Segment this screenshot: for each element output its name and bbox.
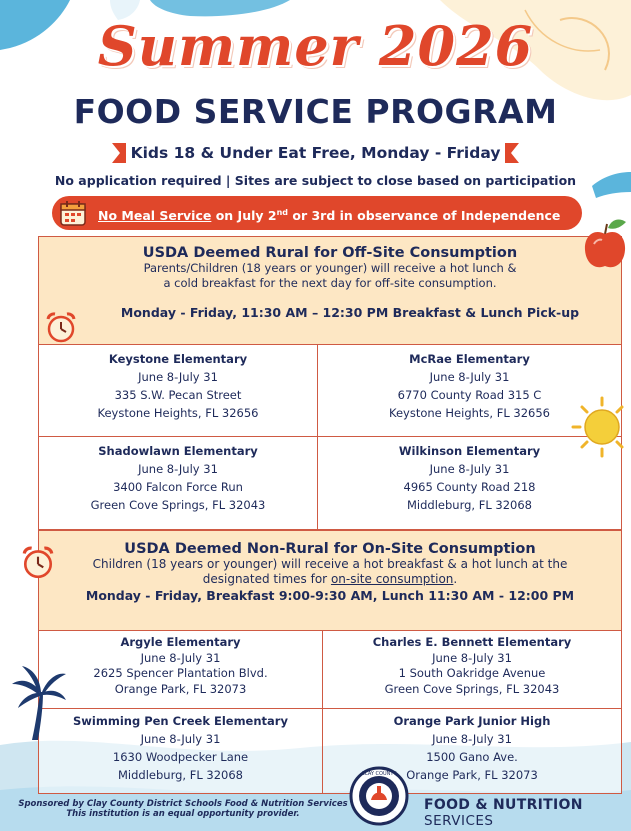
sun-icon <box>568 394 628 460</box>
site-address: 3400 Falcon Force Run <box>113 480 243 494</box>
site-card <box>39 712 322 784</box>
site-name: Swimming Pen Creek Elementary <box>73 714 288 728</box>
title-script: Summer 2026 <box>97 14 534 78</box>
equal-opportunity-text: This institution is an equal opportunity provider. <box>66 809 300 819</box>
brand-line2: SERVICES <box>424 813 494 829</box>
site-address: 1630 Woodpecker Lane <box>112 750 249 764</box>
site-name: Charles E. Bennett Elementary <box>372 635 572 649</box>
site-card <box>323 635 621 697</box>
site-card <box>39 635 322 697</box>
page-title: FOOD SERVICE PROGRAM <box>73 92 558 131</box>
rural-heading: USDA Deemed Rural for Off-Site Consumption <box>142 245 518 261</box>
site-address: 2625 Spencer Plantation Blvd. <box>93 666 268 680</box>
rural-schedule: Monday - Friday, 11:30 AM – 12:30 PM Breakfast & Lunch Pick-up <box>120 305 580 320</box>
site-city: Green Cove Springs, FL 32043 <box>90 498 266 512</box>
ribbon-text: Kids 18 & Under Eat Free, Monday - Friday <box>126 140 505 166</box>
alert-pre: on July 2 <box>211 208 277 224</box>
nonrural-panel-header <box>38 530 622 630</box>
site-dates: June 8-July 31 <box>140 732 221 746</box>
site-name: Keystone Elementary <box>108 352 248 366</box>
seal-text: CLAY COUNTY <box>361 771 397 777</box>
brand-line1: FOOD & NUTRITION <box>424 797 583 813</box>
alert-underlined: No Meal Service <box>98 208 212 224</box>
nonrural-desc-pre: designated times for <box>202 572 331 586</box>
eligibility-note: No application required | Sites are subject to close based on participation <box>54 173 577 188</box>
sponsor-text: Sponsored by Clay County District Schools Food & Nutrition Services <box>18 799 348 809</box>
site-dates: June 8-July 31 <box>429 462 510 476</box>
site-address: 1 South Oakridge Avenue <box>398 666 546 680</box>
site-name: Argyle Elementary <box>120 635 241 649</box>
site-name: McRae Elementary <box>409 352 530 366</box>
site-address: 4965 County Road 218 <box>403 480 536 494</box>
site-dates: June 8-July 31 <box>138 462 218 476</box>
alarm-clock-icon <box>20 544 56 580</box>
brand-name <box>424 797 583 829</box>
site-city: Green Cove Springs, FL 32043 <box>384 681 560 696</box>
alert-post: or 3rd in observance of Independence <box>292 208 561 224</box>
site-city: Middleburg, FL 32068 <box>118 768 243 782</box>
site-name: Orange Park Junior High <box>393 714 551 728</box>
rural-description-line2: a cold breakfast for the next day for off-site consumption. <box>163 276 497 290</box>
site-dates: June 8-July 31 <box>432 732 512 746</box>
site-dates: June 8-July 31 <box>432 650 512 665</box>
rural-sites-grid <box>38 344 622 530</box>
site-dates: June 8-July 31 <box>138 370 218 384</box>
no-service-alert <box>52 196 582 230</box>
alert-sup: nd <box>276 208 289 217</box>
ribbon-banner <box>112 140 519 166</box>
site-city: Middleburg, FL 32068 <box>407 498 532 512</box>
site-city: Orange Park, FL 32073 <box>406 768 538 782</box>
site-city: Keystone Heights, FL 32656 <box>97 406 259 420</box>
site-dates: June 8-July 31 <box>140 650 221 665</box>
site-card <box>39 442 317 514</box>
nonrural-sites-grid <box>38 630 622 794</box>
palm-tree-icon <box>10 662 68 742</box>
site-city: Orange Park, FL 32073 <box>114 681 247 696</box>
site-name: Shadowlawn Elementary <box>98 444 258 458</box>
site-name: Wilkinson Elementary <box>398 444 541 458</box>
nonrural-heading: USDA Deemed Non-Rural for On-Site Consumption <box>124 541 536 557</box>
site-address: 335 S.W. Pecan Street <box>114 388 242 402</box>
nonrural-desc-post: . <box>453 572 458 586</box>
site-city: Keystone Heights, FL 32656 <box>389 406 550 420</box>
site-card <box>39 350 317 422</box>
alarm-clock-icon <box>44 310 78 344</box>
site-address: 6770 County Road 315 C <box>397 388 542 402</box>
nonrural-desc-underlined: on-site consumption <box>330 572 454 586</box>
rural-panel-header <box>38 236 622 344</box>
site-dates: June 8-July 31 <box>429 370 510 384</box>
nonrural-schedule: Monday - Friday, Breakfast 9:00-9:30 AM, Lunch 11:30 AM - 12:00 PM <box>85 588 575 603</box>
sponsor-note <box>18 799 348 819</box>
ribbon-tail-right <box>503 143 519 163</box>
site-address: 1500 Gano Ave. <box>426 750 518 764</box>
apple-icon <box>582 214 628 272</box>
nonrural-description-line2 <box>39 572 621 587</box>
calendar-icon <box>58 198 88 228</box>
nonrural-description-line1: Children (18 years or younger) will receive a hot breakfast & a hot lunch at the <box>92 557 568 571</box>
district-seal-icon <box>349 766 409 826</box>
rural-description-line1: Parents/Children (18 years or younger) will receive a hot lunch & <box>143 261 517 275</box>
